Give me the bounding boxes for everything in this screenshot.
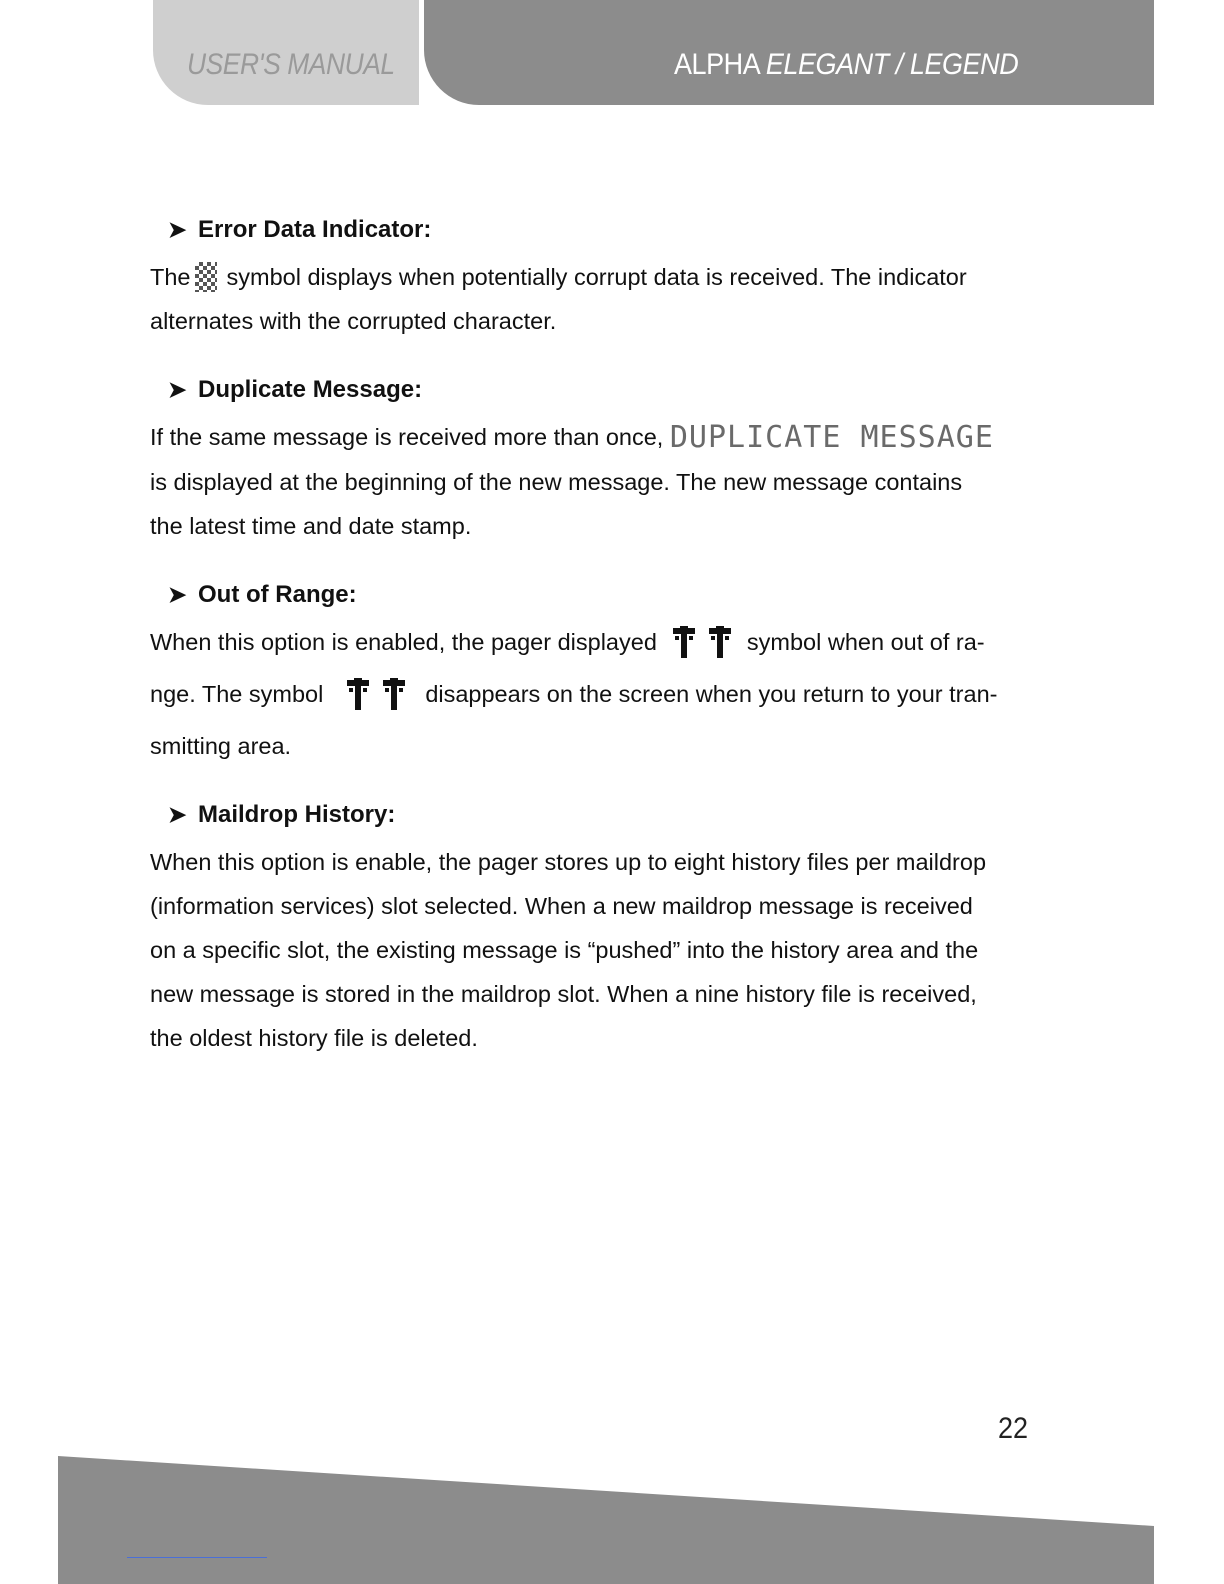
section-heading — [150, 205, 1050, 255]
section-title: Duplicate Message: — [198, 376, 423, 403]
product-title — [674, 48, 1018, 82]
text-run: nge. The symbol — [150, 681, 324, 707]
paragraph-line: the oldest history file is deleted. — [150, 1025, 478, 1051]
text-run: symbol when out of ra- — [746, 629, 985, 655]
paragraph-line — [150, 672, 1050, 724]
section-maildrop-history — [150, 790, 1050, 1060]
paragraph-line: on a specific slot, the existing message is “pushed” into the history area and the — [150, 937, 979, 963]
section-error-data — [150, 205, 1050, 343]
page-content — [150, 205, 1050, 1060]
section-heading — [150, 790, 1050, 840]
spacer — [150, 343, 1050, 365]
paragraph-line: When this option is enable, the pager stores up to eight history files per maildrop — [150, 849, 987, 875]
section-heading — [150, 570, 1050, 620]
paragraph-line: alternates with the corrupted character. — [150, 308, 557, 334]
spacer — [150, 548, 1050, 570]
text-run: When this option is enabled, the pager displayed — [150, 629, 657, 655]
spacer — [150, 768, 1050, 790]
section-title: Error Data Indicator: — [198, 216, 432, 243]
paragraph-line: the latest time and date stamp. — [150, 513, 472, 539]
error-data-checker-icon — [195, 262, 217, 292]
text-run: symbol displays when potentially corrupt data is received. The indicator — [226, 264, 967, 290]
arrow-bullet-icon: ➤ — [168, 802, 187, 827]
section-duplicate-message — [150, 365, 1050, 548]
footer-link-underline — [127, 1557, 267, 1558]
out-of-range-antenna-icon — [671, 626, 733, 672]
arrow-bullet-icon: ➤ — [168, 582, 187, 607]
paragraph-line — [150, 620, 1050, 672]
section-title: Maildrop History: — [198, 801, 396, 828]
paragraph-line: new message is stored in the maildrop slot. When a nine history file is received, — [150, 981, 977, 1007]
arrow-bullet-icon: ➤ — [168, 377, 187, 402]
text-run: The — [150, 264, 191, 290]
text-run: disappears on the screen when you return to your tran- — [425, 681, 998, 707]
paragraph-line: (information services) slot selected. When a new maildrop message is received — [150, 893, 973, 919]
out-of-range-antenna-icon — [345, 678, 407, 724]
lcd-duplicate-message-text: DUPLICATE MESSAGE — [669, 420, 994, 455]
paragraph-line: smitting area. — [150, 733, 292, 759]
product-model: ELEGANT / LEGEND — [765, 48, 1019, 81]
arrow-bullet-icon: ➤ — [168, 217, 187, 242]
product-brand: ALPHA — [674, 48, 759, 81]
section-heading — [150, 365, 1050, 415]
page-number: 22 — [998, 1412, 1029, 1445]
paragraph-line — [150, 415, 1050, 460]
paragraph-line — [150, 255, 1050, 299]
footer-band — [0, 1450, 1224, 1584]
manual-title: USER'S MANUAL — [187, 48, 395, 81]
section-out-of-range — [150, 570, 1050, 768]
text-run: If the same message is received more than once, — [150, 424, 664, 450]
paragraph-line: is displayed at the beginning of the new message. The new message contains — [150, 469, 963, 495]
section-title: Out of Range: — [198, 581, 357, 608]
